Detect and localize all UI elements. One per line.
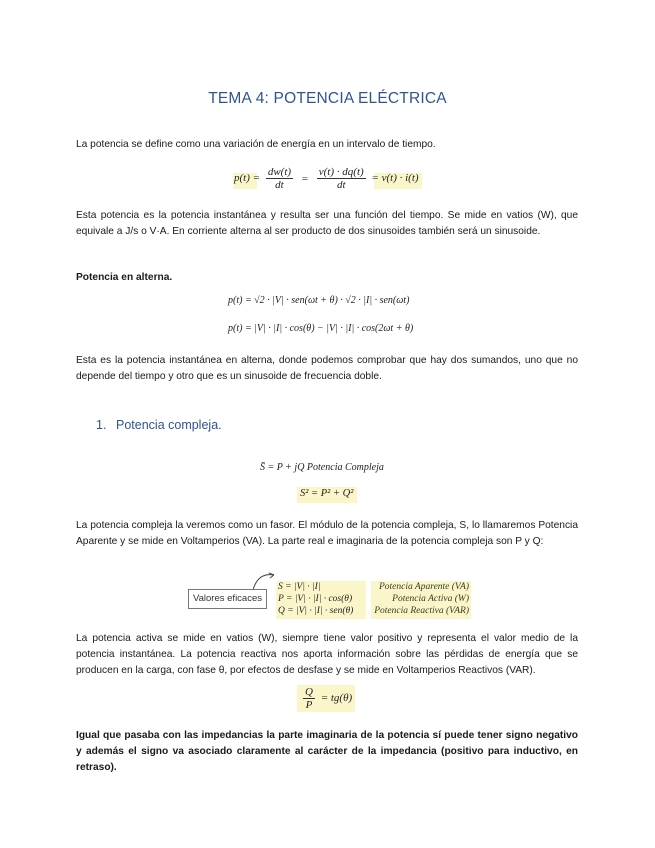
page-title: TEMA 4: POTENCIA ELÉCTRICA — [208, 90, 447, 107]
label-reactive: Potencia Reactiva (VAR) — [374, 606, 469, 616]
paragraph-sign: Igual que pasaba con las impedancias la parte imaginaria de la potencia sí puede tener signo negativo y además el signo va asociado claramente al carácter de la impedancia (positivo para inductivo, en retraso). — [76, 730, 578, 774]
equation-complex-power: S̄ = P + jQ Potencia Compleja — [260, 462, 384, 473]
label-apparent: Potencia Aparente (VA) — [378, 582, 469, 592]
equation-instant-power — [234, 166, 419, 191]
equation-apparent-square: S² = P² + Q² — [300, 488, 354, 499]
section-number: 1. — [96, 418, 107, 432]
section-label: Potencia compleja. — [116, 418, 222, 432]
paragraph-alterna: Esta es la potencia instantánea en alterna, donde podemos comprobar que hay dos sumandos, uno que no depende del tiempo y otro que es un sinusoide de frecuencia doble. — [76, 355, 578, 383]
paragraph-active-reactive: La potencia activa se mide en vatios (W), siempre tiene valor positivo y representa el valor medio de la potencia instantánea. La potencia reactiva nos aporta información sobre las pérdidas de energía que se producen en la carga, con fase θ, por efectos de desfase y se mide en Voltamperios Reactivos (VAR). — [76, 633, 578, 677]
eq-denominator: dt — [336, 179, 346, 191]
eq-rhs: = v(t) · i(t) — [371, 172, 419, 185]
formula-reactive: Q = |V| · |I| · sen(θ) — [278, 606, 354, 616]
equation-tangent — [300, 686, 352, 711]
paragraph-complex-power: La potencia compleja la veremos como un fasor. El módulo de la potencia compleja, S, lo llamaremos Potencia Aparente y se mide en Voltamperios (VA). La parte real e imaginaria de la potencia compleja son P y Q: — [76, 520, 578, 548]
formula-active: P = |V| · |I| · cos(θ) — [278, 594, 353, 604]
eq-denominator: dt — [275, 179, 284, 191]
eq-numerator: v(t) · dq(t) — [318, 166, 364, 178]
eq-numerator: Q — [305, 686, 313, 698]
paragraph-definition: La potencia se define como una variación de energía en un intervalo de tiempo. — [76, 139, 436, 150]
formula-apparent: S = |V| · |I| — [278, 582, 321, 592]
eq-lhs: p(t) = — [234, 172, 261, 185]
eq-rhs: = tg(θ) — [320, 692, 353, 705]
eq-equals: = — [301, 172, 309, 185]
section-heading-alterna: Potencia en alterna. — [76, 272, 173, 283]
equation-alterna-1: p(t) = √2 · |V| · sen(ωt + θ) · √2 · |I| · sen(ωt) — [228, 295, 410, 306]
equation-alterna-2: p(t) = |V| · |I| · cos(θ) − |V| · |I| · cos(2ωt + θ) — [228, 323, 414, 334]
eq-denominator: P — [305, 699, 313, 711]
eq-numerator: dw(t) — [267, 166, 292, 178]
rms-values-box: Valores eficaces — [188, 589, 267, 609]
section-heading-potencia-compleja — [96, 418, 222, 432]
label-active: Potencia Activa (W) — [392, 594, 469, 604]
paragraph-instant-power: Esta potencia es la potencia instantánea y resulta ser una función del tiempo. Se mide en vatios (W), que equivale a J/s o V·A. En corriente alterna al ser producto de dos sinusoides también será un sinusoide. — [76, 210, 578, 238]
